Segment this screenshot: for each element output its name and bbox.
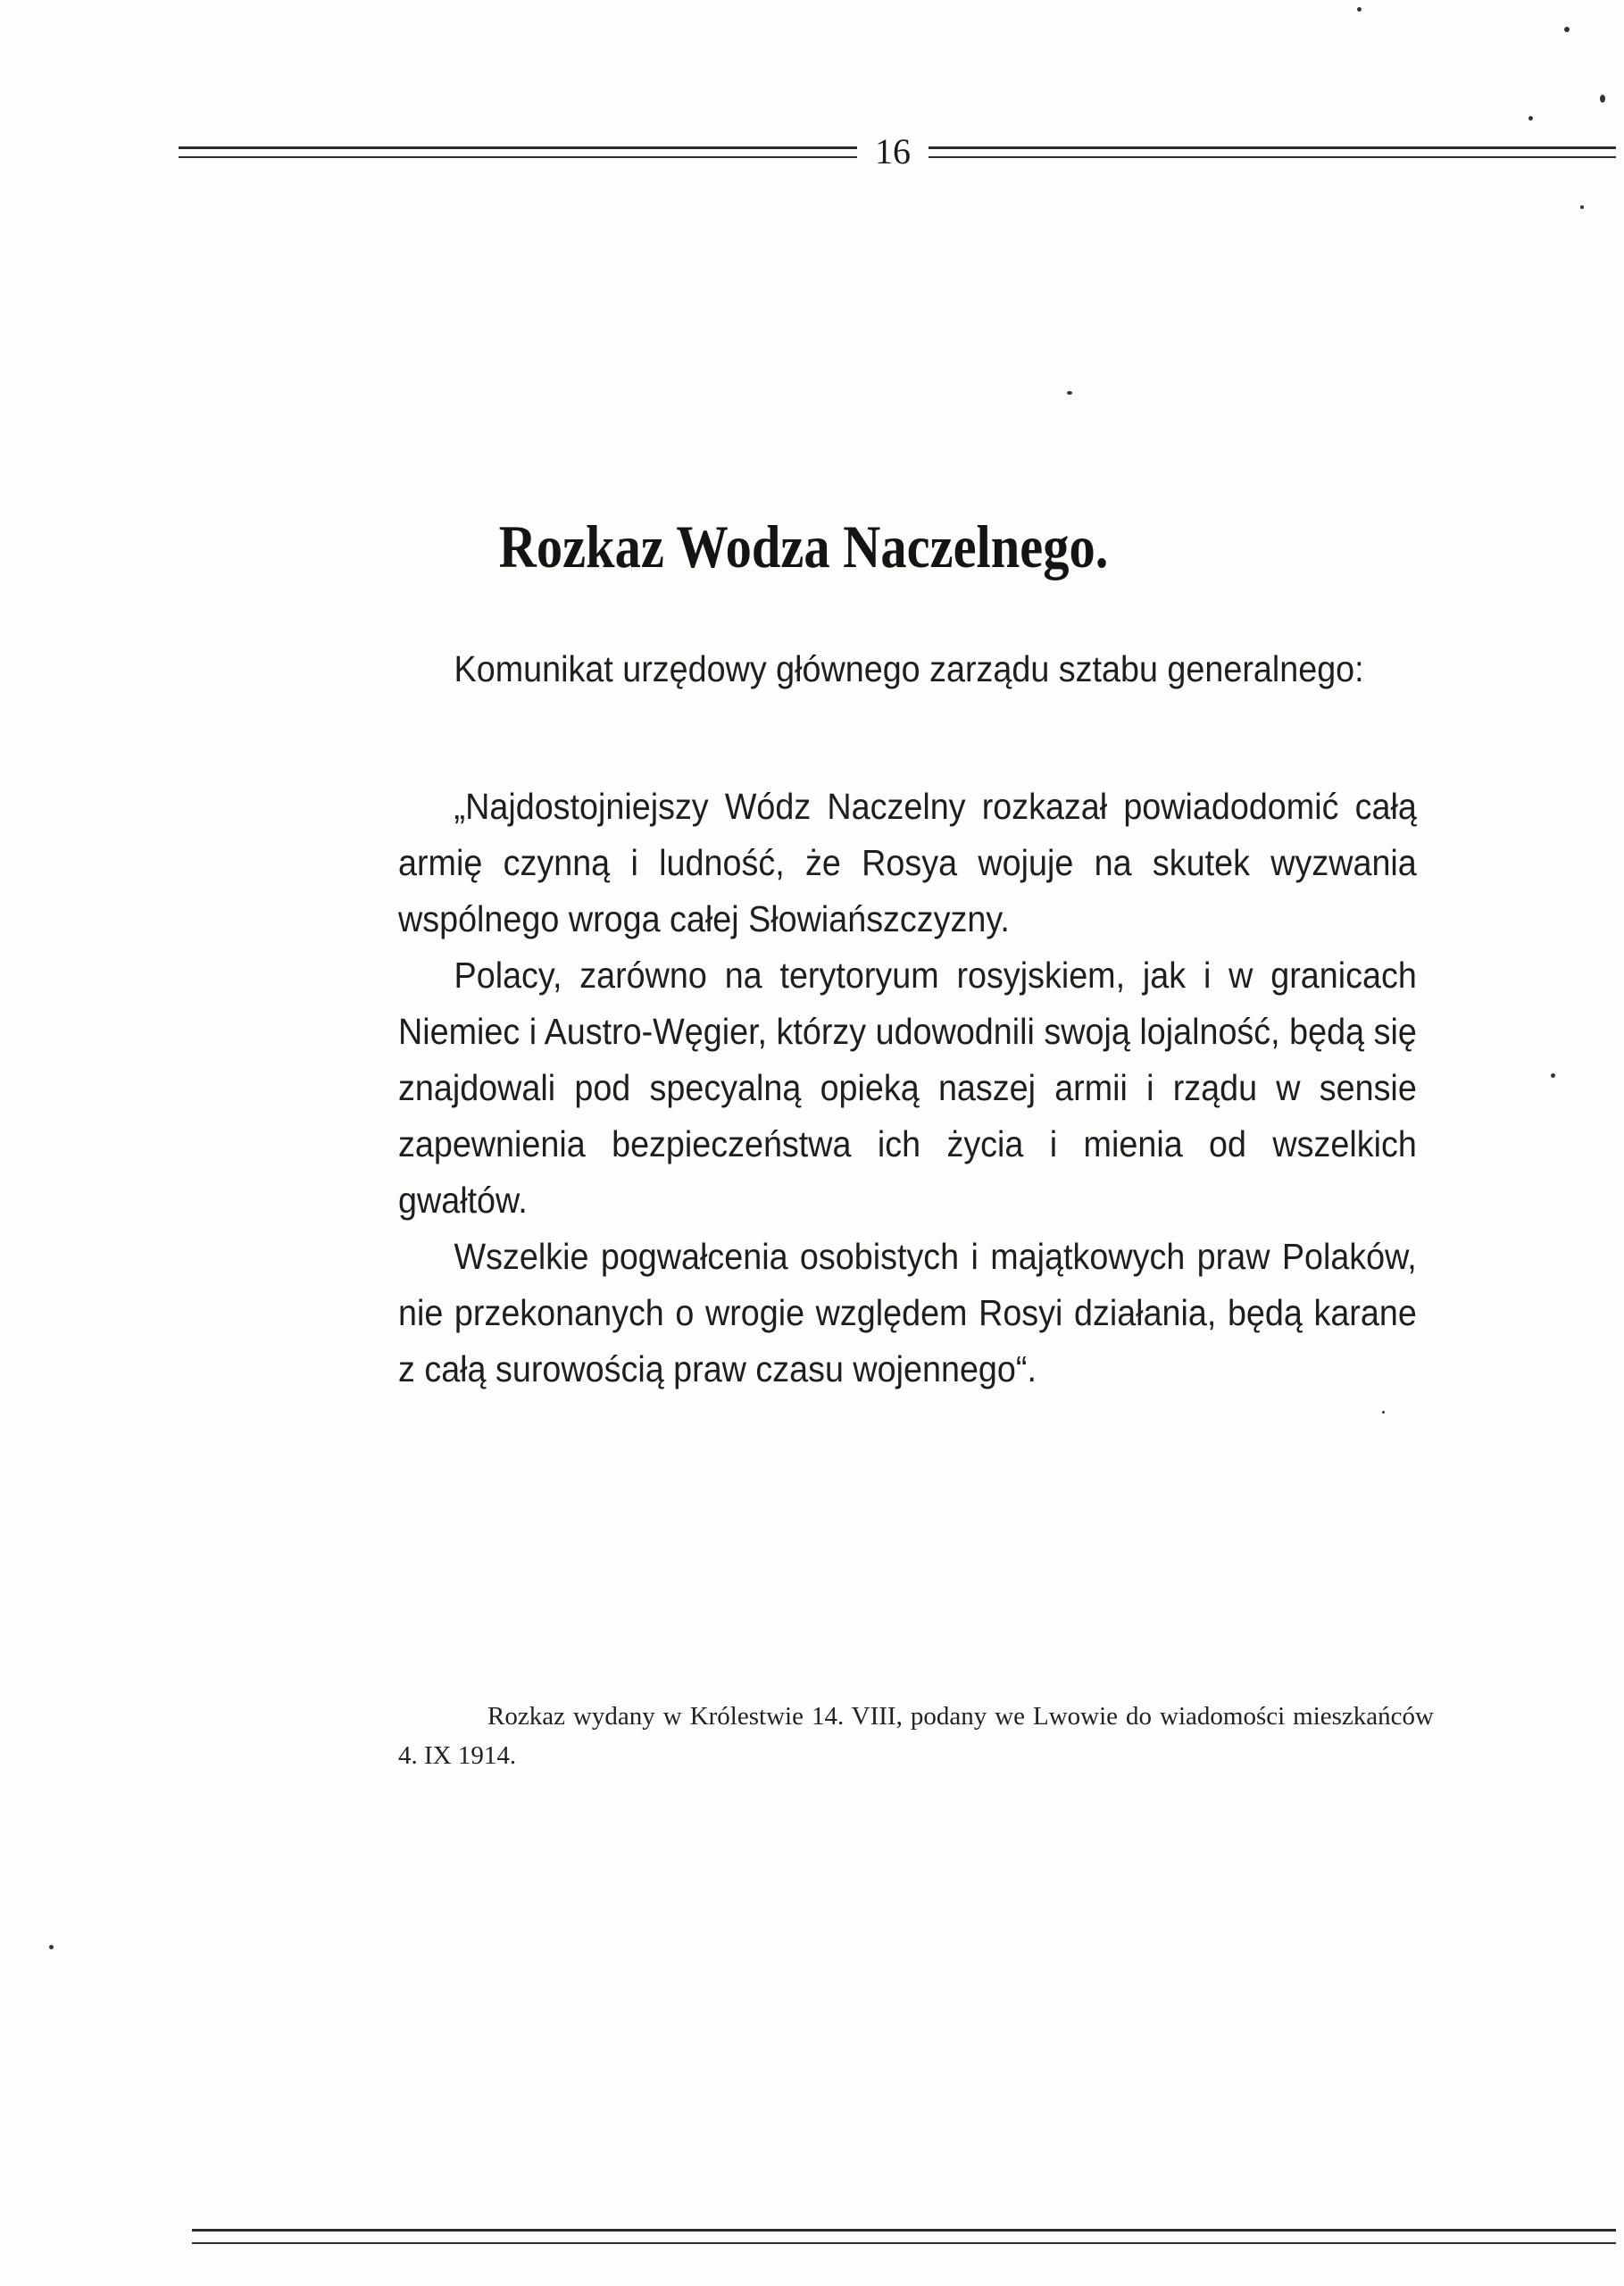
- footer-rule: [192, 2229, 1616, 2244]
- scan-speck: [1600, 95, 1605, 103]
- scan-speck: [1528, 116, 1533, 121]
- scan-speck: [1551, 1073, 1555, 1078]
- paragraph-2: Polacy, zarówno na terytoryum rosyjskiem, jak i w granicach Niemiec i Austro-Węgier, którzy udowodnili swoją lojalność, będą się znajdowali pod specyalną opieką naszej armii i rządu w sensie zapewnienia bezpieczeństwa ich życia i mienia od wszelkich gwałtów.: [398, 955, 1417, 1221]
- intro-paragraph: [398, 641, 1417, 697]
- order-text: [398, 779, 1417, 1397]
- scan-speck: [1067, 391, 1072, 395]
- scan-speck: [1580, 205, 1584, 209]
- footnote-text: Rozkaz wydany w Królestwie 14. VIII, podany we Lwowie do wiadomości mieszkańców 4. IX 1914.: [398, 1702, 1434, 1770]
- footnote: [398, 1697, 1434, 1775]
- page-number: 16: [875, 131, 911, 171]
- scan-speck: [1382, 1411, 1385, 1414]
- paragraph-3: Wszelkie pogwałcenia osobistych i majątkowych praw Polaków, nie przekonanych o wrogie względem Rosyi działania, będą karane z całą surowością praw czasu wojennego“.: [398, 1236, 1417, 1389]
- scan-speck: [1357, 7, 1362, 12]
- header-rule-left: [179, 146, 857, 158]
- header-rule-right: [929, 146, 1616, 158]
- page-title: Rozkaz Wodza Naczelnego.: [498, 513, 1109, 580]
- intro-text: Komunikat urzędowy głównego zarządu sztabu generalnego:: [454, 648, 1364, 689]
- header-rule: [179, 131, 1616, 171]
- paragraph-1: „Najdostojniejszy Wódz Naczelny rozkazał powiadodomić całą armię czynną i ludność, że Rosya wojuje na skutek wyzwania wspólnego wroga całej Słowiańszczyzny.: [398, 786, 1417, 939]
- scan-speck: [49, 1945, 54, 1949]
- scan-speck: [1564, 27, 1570, 32]
